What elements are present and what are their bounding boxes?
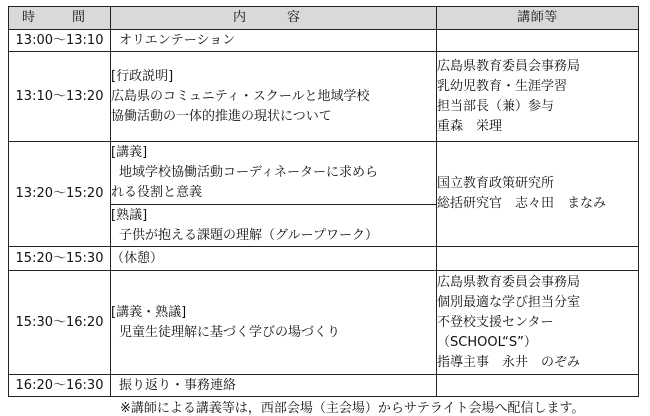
table-row xyxy=(9,247,639,271)
time-cell: 13:00〜13:10 xyxy=(9,30,111,52)
content-cell xyxy=(111,205,437,247)
time-cell: 13:20〜15:20 xyxy=(9,142,111,247)
header-row xyxy=(9,7,639,30)
lecturer-cell xyxy=(437,52,639,142)
time-cell: 16:20〜16:30 xyxy=(9,375,111,397)
table-row xyxy=(9,375,639,397)
footnote: ※講師による講義等は，西部会場（主会場）からサテライト会場へ配信します。 xyxy=(120,401,585,416)
table-row xyxy=(9,52,639,142)
content-line: 児童生徒理解に基づく学びの場づくり xyxy=(119,324,341,340)
content-text: オリエンテーション xyxy=(119,32,236,48)
content-cell xyxy=(111,271,437,375)
lecturer-line: 不登校支援センター xyxy=(437,314,554,330)
lecturer-cell xyxy=(437,271,639,375)
session-tag: [熟議] xyxy=(111,207,148,223)
content-text: 振り返り・事務連絡 xyxy=(119,377,237,393)
content-cell xyxy=(111,142,437,205)
content-line: 地域学校協働活動コーディネーターに求めら xyxy=(119,165,378,180)
lecturer-cell xyxy=(437,247,639,271)
content-cell xyxy=(111,247,437,271)
time-cell: 15:20〜15:30 xyxy=(9,247,111,271)
time-cell: 15:30〜16:20 xyxy=(9,271,111,375)
session-tag: [講義・熟議] xyxy=(111,304,187,320)
lecturer-line: 担当部長（兼）参与 xyxy=(437,98,555,114)
lecturer-line: 総括研究官 志々田 まなみ xyxy=(437,196,607,211)
content-text: （休憩） xyxy=(111,250,164,266)
lecturer-line: 広島県教育委員会事務局 xyxy=(437,274,581,290)
header-time: 時 間 xyxy=(9,7,111,30)
time-cell: 13:10〜13:20 xyxy=(9,52,111,142)
content-line: れる役割と意義 xyxy=(111,185,203,200)
lecturer-line: 国立教育政策研究所 xyxy=(437,176,555,191)
table-row xyxy=(9,271,639,375)
lecturer-line: 乳幼児教育・生涯学習 xyxy=(437,78,568,94)
lecturer-cell xyxy=(437,375,639,397)
schedule-table xyxy=(8,6,639,397)
table-row xyxy=(9,30,639,52)
session-tag: [行政説明] xyxy=(111,68,174,84)
session-tag: [講義] xyxy=(111,145,148,160)
lecturer-cell xyxy=(437,142,639,247)
content-line: 広島県のコミュニティ・スクールと地域学校 xyxy=(111,88,370,104)
content-line: 子供が抱える課題の理解（グループワーク） xyxy=(119,227,378,243)
header-content: 内 容 xyxy=(111,7,437,30)
lecturer-line: （SCHOOL“S”） xyxy=(437,334,537,350)
lecturer-line: 個別最適な学び担当分室 xyxy=(437,294,581,310)
lecturer-line: 指導主事 永井 のぞみ xyxy=(437,354,581,370)
table-row xyxy=(9,142,639,205)
content-line: 協働活動の一体的推進の現状について xyxy=(111,108,332,124)
content-cell xyxy=(111,375,437,397)
content-cell xyxy=(111,52,437,142)
lecturer-cell xyxy=(437,30,639,52)
content-cell xyxy=(111,30,437,52)
lecturer-line: 広島県教育委員会事務局 xyxy=(437,58,581,74)
header-lecturer: 講師等 xyxy=(437,7,639,30)
lecturer-line: 重森 栄理 xyxy=(437,118,503,134)
